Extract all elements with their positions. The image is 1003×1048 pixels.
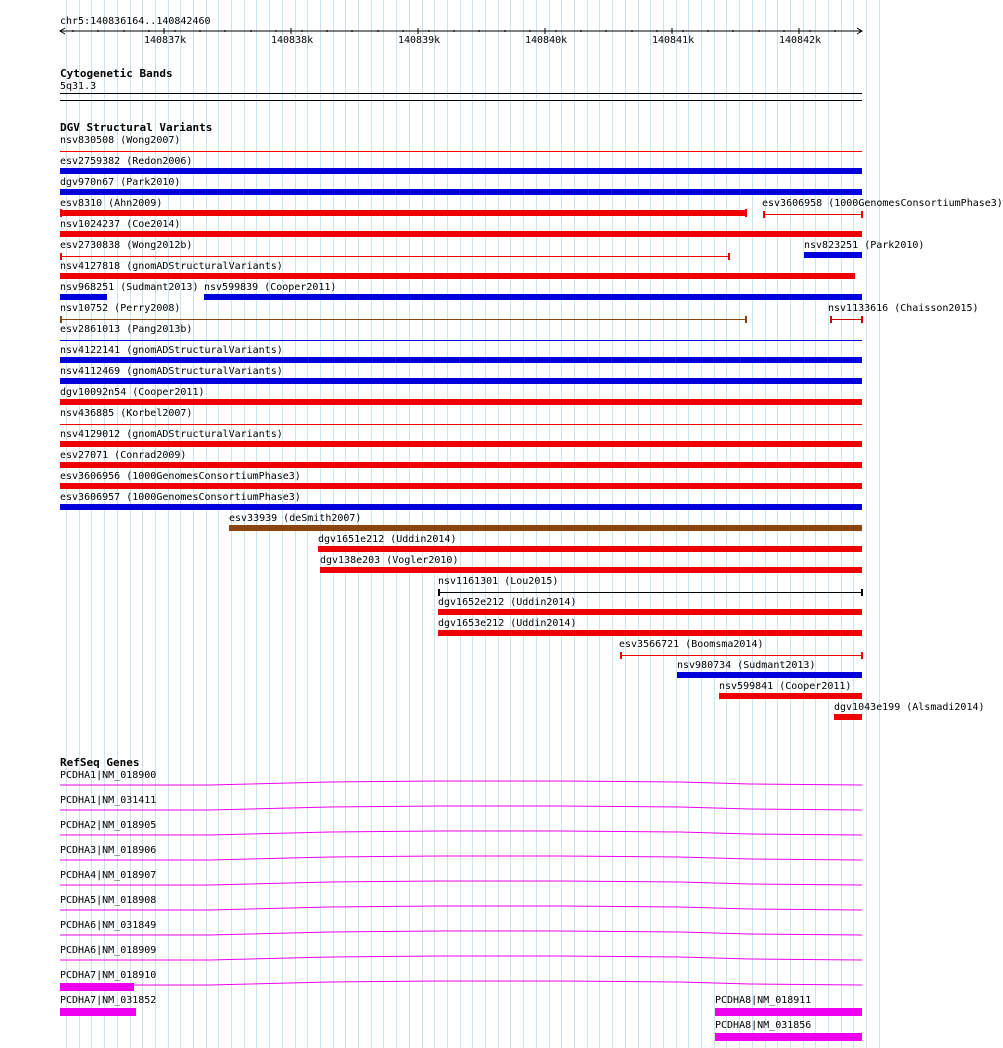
dgv-feature-label[interactable]: nsv1133616 (Chaisson2015) xyxy=(828,303,979,314)
refseq-intron-path xyxy=(60,831,862,835)
dgv-feature-label[interactable]: esv2730838 (Wong2012b) xyxy=(60,240,193,251)
gridline xyxy=(612,0,613,1048)
refseq-gene-label[interactable]: PCDHA2|NM_018905 xyxy=(60,820,157,831)
dgv-feature-bar[interactable] xyxy=(60,378,862,384)
refseq-intron-path xyxy=(60,956,862,960)
dgv-feature-end-cap xyxy=(861,652,863,659)
dgv-feature-bar[interactable] xyxy=(830,319,862,320)
dgv-feature-bar[interactable] xyxy=(677,672,862,678)
dgv-feature-bar[interactable] xyxy=(60,424,862,425)
dgv-feature-bar[interactable] xyxy=(318,546,862,552)
refseq-intron-line[interactable] xyxy=(60,880,864,890)
gridline xyxy=(485,0,486,1048)
dgv-feature-end-cap xyxy=(763,211,765,218)
dgv-feature-label[interactable]: dgv1043e199 (Alsmadi2014) xyxy=(834,702,985,713)
gridline xyxy=(282,0,283,1048)
refseq-gene-label[interactable]: PCDHA3|NM_018906 xyxy=(60,845,157,856)
gridline xyxy=(523,0,524,1048)
dgv-feature-label[interactable]: nsv1161301 (Lou2015) xyxy=(438,576,559,587)
dgv-feature-bar[interactable] xyxy=(60,504,862,510)
dgv-feature-end-cap xyxy=(745,209,747,217)
gridline xyxy=(396,0,397,1048)
dgv-feature-label[interactable]: dgv10092n54 (Cooper2011) xyxy=(60,387,205,398)
refseq-intron-path xyxy=(60,981,862,985)
refseq-intron-line[interactable] xyxy=(60,805,864,815)
dgv-feature-label[interactable]: esv3606958 (1000GenomesConsortiumPhase3) xyxy=(762,198,1003,209)
gridline xyxy=(231,0,232,1048)
dgv-feature-label[interactable]: nsv830508 (Wong2007) xyxy=(60,135,181,146)
gridline xyxy=(561,0,562,1048)
gridline xyxy=(434,0,435,1048)
gridline xyxy=(536,0,537,1048)
dgv-feature-label[interactable]: nsv599839 (Cooper2011) xyxy=(204,282,337,293)
coordinate-ruler[interactable] xyxy=(0,0,890,50)
dgv-feature-end-cap xyxy=(861,316,863,323)
refseq-intron-line[interactable] xyxy=(60,830,864,840)
dgv-feature-end-cap xyxy=(830,316,832,323)
refseq-gene-label[interactable]: PCDHA6|NM_031849 xyxy=(60,920,157,931)
dgv-feature-label[interactable]: esv27071 (Conrad2009) xyxy=(60,450,187,461)
refseq-gene-label[interactable]: PCDHA7|NM_031852 xyxy=(60,995,157,1006)
refseq-intron-path xyxy=(60,781,862,785)
gridline xyxy=(244,0,245,1048)
dgv-track-title: DGV Structural Variants xyxy=(60,121,213,134)
gridline xyxy=(549,0,550,1048)
refseq-intron-path xyxy=(60,931,862,935)
gridline xyxy=(256,0,257,1048)
refseq-exon-block[interactable] xyxy=(715,1008,862,1016)
dgv-feature-label[interactable]: nsv4127818 (gnomADStructuralVariants) xyxy=(60,261,283,272)
refseq-gene-label[interactable]: PCDHA7|NM_018910 xyxy=(60,970,157,981)
dgv-feature-bar[interactable] xyxy=(804,252,862,258)
dgv-feature-label[interactable]: nsv599841 (Cooper2011) xyxy=(719,681,852,692)
dgv-feature-bar[interactable] xyxy=(60,483,862,489)
dgv-feature-bar[interactable] xyxy=(438,630,862,636)
location-label: chr5:140836164..140842460 xyxy=(60,16,211,27)
dgv-feature-bar[interactable] xyxy=(320,567,862,573)
dgv-feature-bar[interactable] xyxy=(60,151,862,152)
ruler-tick-label: 140842k xyxy=(779,35,822,46)
dgv-feature-label[interactable]: esv33939 (deSmith2007) xyxy=(229,513,362,524)
gridline xyxy=(688,0,689,1048)
refseq-gene-label[interactable]: PCDHA5|NM_018908 xyxy=(60,895,157,906)
ruler-tick-label: 140840k xyxy=(525,35,568,46)
gridline xyxy=(587,0,588,1048)
refseq-intron-path xyxy=(60,856,862,860)
dgv-feature-bar[interactable] xyxy=(60,168,862,174)
dgv-feature-label[interactable]: dgv138e203 (Vogler2010) xyxy=(320,555,459,566)
gridline xyxy=(866,0,867,1048)
cytoband-line-bottom xyxy=(60,100,862,101)
dgv-feature-end-cap xyxy=(60,209,62,217)
gridline xyxy=(777,0,778,1048)
refseq-gene-label[interactable]: PCDHA4|NM_018907 xyxy=(60,870,157,881)
gridline xyxy=(828,0,829,1048)
dgv-feature-bar[interactable] xyxy=(60,210,746,216)
dgv-feature-bar[interactable] xyxy=(438,592,862,593)
dgv-feature-end-cap xyxy=(620,652,622,659)
gridline xyxy=(790,0,791,1048)
dgv-feature-label[interactable]: dgv970n67 (Park2010) xyxy=(60,177,181,188)
gridline xyxy=(638,0,639,1048)
dgv-feature-end-cap xyxy=(728,253,730,260)
gridline xyxy=(383,0,384,1048)
gridline xyxy=(206,0,207,1048)
gridline xyxy=(701,0,702,1048)
gridline xyxy=(422,0,423,1048)
dgv-feature-label[interactable]: nsv436885 (Korbel2007) xyxy=(60,408,193,419)
cytobands-track-title: Cytogenetic Bands xyxy=(60,67,173,80)
refseq-gene-label[interactable]: PCDHA8|NM_018911 xyxy=(715,995,812,1006)
refseq-intron-line[interactable] xyxy=(60,980,864,990)
gridline xyxy=(447,0,448,1048)
refseq-intron-path xyxy=(60,806,862,810)
dgv-feature-label[interactable]: nsv4112469 (gnomADStructuralVariants) xyxy=(60,366,283,377)
refseq-gene-label[interactable]: PCDHA6|NM_018909 xyxy=(60,945,157,956)
refseq-exon-block[interactable] xyxy=(60,1008,136,1016)
gridline xyxy=(460,0,461,1048)
gridline xyxy=(815,0,816,1048)
gridline xyxy=(765,0,766,1048)
ruler-tick-label: 140838k xyxy=(271,35,314,46)
refseq-intron-path xyxy=(60,881,862,885)
ruler-tick-label: 140837k xyxy=(144,35,187,46)
dgv-feature-label[interactable]: esv8310 (Ahn2009) xyxy=(60,198,163,209)
refseq-gene-label[interactable]: PCDHA1|NM_018900 xyxy=(60,770,157,781)
refseq-track-title: RefSeq Genes xyxy=(60,756,140,769)
gridline xyxy=(739,0,740,1048)
dgv-feature-label[interactable]: nsv1024237 (Coe2014) xyxy=(60,219,181,230)
dgv-feature-label[interactable]: esv3606957 (1000GenomesConsortiumPhase3) xyxy=(60,492,301,503)
dgv-feature-end-cap xyxy=(861,589,863,596)
gridline xyxy=(320,0,321,1048)
dgv-feature-end-cap xyxy=(60,316,62,323)
gridline xyxy=(358,0,359,1048)
dgv-feature-bar[interactable] xyxy=(60,189,862,195)
refseq-intron-path xyxy=(60,906,862,910)
refseq-intron-line[interactable] xyxy=(60,930,864,940)
gridline xyxy=(599,0,600,1048)
gridline xyxy=(726,0,727,1048)
dgv-feature-label[interactable]: esv2861013 (Pang2013b) xyxy=(60,324,193,335)
dgv-feature-label[interactable]: dgv1653e212 (Uddin2014) xyxy=(438,618,577,629)
gridline xyxy=(650,0,651,1048)
gridline xyxy=(333,0,334,1048)
refseq-intron-line[interactable] xyxy=(60,855,864,865)
ruler-tick-label: 140839k xyxy=(398,35,441,46)
dgv-feature-label[interactable]: nsv10752 (Perry2008) xyxy=(60,303,181,314)
dgv-feature-label[interactable]: nsv4122141 (gnomADStructuralVariants) xyxy=(60,345,283,356)
dgv-feature-bar[interactable] xyxy=(60,441,862,447)
gridline xyxy=(676,0,677,1048)
dgv-feature-label[interactable]: dgv1651e212 (Uddin2014) xyxy=(318,534,457,545)
cytoband-line-top xyxy=(60,93,862,94)
gridline xyxy=(853,0,854,1048)
dgv-feature-label[interactable]: nsv823251 (Park2010) xyxy=(804,240,925,251)
refseq-intron-line[interactable] xyxy=(60,905,864,915)
refseq-gene-label[interactable]: PCDHA1|NM_031411 xyxy=(60,795,157,806)
dgv-feature-bar[interactable] xyxy=(620,655,862,656)
dgv-feature-label[interactable]: esv3606956 (1000GenomesConsortiumPhase3) xyxy=(60,471,301,482)
gridline xyxy=(218,0,219,1048)
refseq-gene-label[interactable]: PCDHA8|NM_031856 xyxy=(715,1020,812,1031)
gridline xyxy=(625,0,626,1048)
dgv-feature-bar[interactable] xyxy=(60,340,862,341)
dgv-feature-bar[interactable] xyxy=(204,294,862,300)
dgv-feature-label[interactable]: nsv968251 (Sudmant2013) xyxy=(60,282,199,293)
dgv-feature-bar[interactable] xyxy=(60,319,746,320)
dgv-feature-end-cap xyxy=(745,316,747,323)
gridline xyxy=(472,0,473,1048)
refseq-exon-block[interactable] xyxy=(715,1033,862,1041)
gridline xyxy=(409,0,410,1048)
dgv-feature-bar[interactable] xyxy=(60,231,862,237)
gridline xyxy=(295,0,296,1048)
dgv-feature-bar[interactable] xyxy=(719,693,862,699)
dgv-feature-bar[interactable] xyxy=(438,609,862,615)
gridline xyxy=(345,0,346,1048)
gridline xyxy=(663,0,664,1048)
cytoband-label: 5q31.3 xyxy=(60,81,97,92)
dgv-feature-label[interactable]: esv3566721 (Boomsma2014) xyxy=(619,639,764,650)
gridline xyxy=(307,0,308,1048)
dgv-feature-bar[interactable] xyxy=(60,462,862,468)
gridline xyxy=(574,0,575,1048)
dgv-feature-bar[interactable] xyxy=(763,214,862,215)
gridline xyxy=(498,0,499,1048)
gridline xyxy=(193,0,194,1048)
gridline xyxy=(841,0,842,1048)
gridline xyxy=(269,0,270,1048)
refseq-exon-block[interactable] xyxy=(60,983,134,991)
refseq-intron-line[interactable] xyxy=(60,955,864,965)
gridline xyxy=(510,0,511,1048)
dgv-feature-bar[interactable] xyxy=(60,294,107,300)
gridline xyxy=(879,0,880,1048)
gridline xyxy=(803,0,804,1048)
dgv-feature-bar[interactable] xyxy=(60,357,862,363)
gridline xyxy=(371,0,372,1048)
dgv-feature-end-cap xyxy=(861,211,863,218)
dgv-feature-bar[interactable] xyxy=(229,525,862,531)
dgv-feature-bar[interactable] xyxy=(60,399,862,405)
dgv-feature-label[interactable]: dgv1652e212 (Uddin2014) xyxy=(438,597,577,608)
dgv-feature-end-cap xyxy=(438,589,440,596)
ruler-tick-label: 140841k xyxy=(652,35,695,46)
gridline xyxy=(752,0,753,1048)
dgv-feature-label[interactable]: esv2759382 (Redon2006) xyxy=(60,156,193,167)
gridline xyxy=(714,0,715,1048)
dgv-feature-bar[interactable] xyxy=(60,273,855,279)
dgv-feature-bar[interactable] xyxy=(834,714,862,720)
dgv-feature-label[interactable]: nsv4129012 (gnomADStructuralVariants) xyxy=(60,429,283,440)
dgv-feature-bar[interactable] xyxy=(60,256,729,257)
refseq-intron-line[interactable] xyxy=(60,780,864,790)
dgv-feature-label[interactable]: nsv980734 (Sudmant2013) xyxy=(677,660,816,671)
dgv-feature-end-cap xyxy=(60,253,62,260)
